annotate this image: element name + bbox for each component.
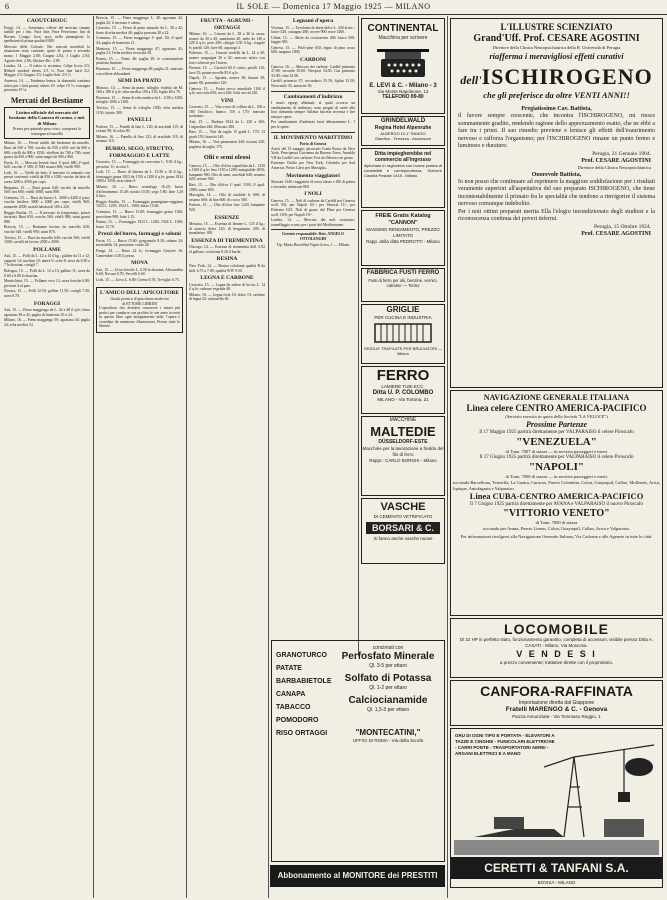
ad-sub: DÜSSELDORF-ESTE xyxy=(378,439,428,445)
ad-brand: CERETTI & TANFANI S.A. xyxy=(451,857,662,879)
market-report: Milano, 16. — Burro centrifuga 16.20; burro d'affioramento 15.40; strutto 10.50; sego 5.80; latte 1.20 il litro. xyxy=(96,185,183,199)
section-heading: Legnami d'opera xyxy=(292,18,334,24)
market-report: Udine, 15. — Abete da costruzione 400; larice 500; faggio 380. xyxy=(271,35,355,45)
market-report: Londra, 14. — Il rialzo si accentua. Crêpe liscio 2/3; Ribbed smoked sheets 2/3 ¼; Para fine hard 2/2; Maggio 2/3; Giugno 2/3; Luglio-Sett. 2/3 ½. xyxy=(4,64,90,78)
letter-greeting-2: Onorevole Battista, xyxy=(531,171,582,178)
market-report: Treviso, 15. — Buoi da macello 640; vacche 560; vitelli 1000; cavalli da lavoro 2500 a 4500. xyxy=(4,235,90,245)
page-header xyxy=(0,0,667,15)
ad-crops: GRANOTURCO PATATE BARBABIETOLE CANAPA TABACCO POMODORO RISO ORTAGGI xyxy=(276,652,332,737)
market-report: Padova, 15. — Panelli di lino L. 120; di arachide 115; di cotone 98; di colza 80. xyxy=(96,124,183,134)
ad-dose-1: Ql. 3-5 per ettaro xyxy=(369,663,407,669)
letter-date-1: Perugia, 21 Gennaio 1904. xyxy=(592,150,651,157)
market-report: Grosseto, 15. — Fieno di prato naturale da L. 38 a 42; fieno di erba medica 46; paglia pressata 20 a 22. xyxy=(96,26,183,35)
section-heading: FORAGGI xyxy=(33,300,61,307)
ad-ship-1-info: di Tonn. 7007 di stazza — in servizio passeggeri e merci xyxy=(505,449,608,454)
market-report: Lodi, 15. — Uova L. 6.80; Crema 6.70; Treviglio 6.75. xyxy=(96,277,180,282)
market-report: Asti, 15. — Barbera 1924 da L. 220 a 260; Grignolino 240; Moscato 280. xyxy=(189,120,265,129)
ad-departure-2: Il 17 Giugno 1925 partirà direttamente per VALPARAISO il celere Piroscafo xyxy=(479,455,634,460)
section-heading: ESSENZE xyxy=(214,214,240,221)
ad-sub: LAMIERE TUBI ECC. xyxy=(381,384,425,389)
official-list-box xyxy=(4,107,90,140)
market-report: Reggio Emilia, 15. — Il mercato fu frequentato; prezzi invariati. Buoi 650; vacche 560; vitelli 980; suini grassi 880. xyxy=(4,210,90,224)
ad-canfora xyxy=(450,680,663,726)
ad-title: GRINDELWALD xyxy=(380,118,426,124)
ad-body-2: a prezzo conveniente; trattative dirette con il proprietario. xyxy=(499,660,614,665)
market-report: Piacenza, 15. — Fieno maggengo 48; paglia 21; mercato con offerte abbondanti. xyxy=(96,66,183,76)
ad-title: VASCHE xyxy=(380,501,426,513)
ad-address: Via Monte Napoleone, 13 xyxy=(377,89,429,94)
ad-line-3: Direttore della Clinica Neuropsichiatrica della R. Università di Perugia xyxy=(492,45,621,50)
ad-ports-2: toccando per Avana, Puerto Limon, Colon, Guayaquil, Callao, Arica e Valparaiso. xyxy=(482,526,631,531)
ad-top: MACCHINE xyxy=(389,417,417,423)
section-heading: VINI xyxy=(220,97,234,104)
letter-title-1: Direttore della Clinica Neuropsichiatrica xyxy=(577,164,651,170)
ad-body: Di 22 HP in perfetto stato, funzionamento garantito, completa di accessori, visibile presso Ditta A. CASATI - Milano, Via Moscova. xyxy=(459,637,654,648)
ad-brand: CANFORA-RAFFINATA xyxy=(480,683,633,699)
ad-address: Piazza Annunziata - Via Tommaso Reggio, 1 xyxy=(512,714,601,719)
ad-departure-3: Il 7 Giugno 1925 partirà direttamente per AVANA e VALPARAISO il nuovo Piroscafo xyxy=(469,502,644,507)
market-report: Pavia, 15. — Mercato bovini: buoi 1ª qual. 680; 2ª qual. 620; vacche 1ª 580; 2ª 500; manzi 600; vitelli 980. xyxy=(4,160,90,170)
ad-dealer: Rappr.: CARLO BORGHI - Milano xyxy=(369,458,437,463)
market-report: Palermo, 15. — Limoni verdelli da L. 24 a 30; arance sanguigne 36 a 42; mercato attivo con forti richieste per l'estero. xyxy=(189,51,265,65)
column-markets-3 xyxy=(189,16,265,896)
ad-title: FABBRICA FUSTI FERRO xyxy=(366,270,440,276)
book-ad-box xyxy=(96,287,183,333)
market-report: Cremona, 15. — Buoi da lavoro L. 3600 a 4200 il paio; vacche lattifere 3000 a 4000 per capo; vitelli 960; manzette 2000; maiali lattonzoli 180 a 220. xyxy=(4,195,90,210)
book-ad-body: L'apicoltore che desidera conoscere i mezzi più pratici per condurre con profitto le sue arnie troverà in questo libro ogni insegnamento utile; l'opera è corredata da numerose illustrazioni. Presso tutte le librerie. xyxy=(99,306,180,329)
ad-ship-3: "VITTORIO VENETO" xyxy=(503,508,610,519)
ad-dose-3: Ql. 1,5-3 per ettaro xyxy=(367,707,409,713)
market-report: Grosseto, 15. — Legna da ardere di leccio L. 14 il q.le; carbone vegetale 48. xyxy=(189,282,265,292)
market-report: Genova, 15. — Olio d'oliva sopraffino da L. 1250 a 1300 il q.le; fino 1150 a 1200; mangiabile 1050; lampante 900. Olio di semi: arachide 640; sesamo 620; cotone 560. xyxy=(189,163,265,182)
ad-ischirogeno xyxy=(450,18,663,388)
ad-prossime: Prossime Partenze xyxy=(525,420,588,429)
letter-body-3: Per i noti ottimi preparati merita Ella l'elogio incondizionato degli studiosi e la riconoscenza continua dei poveri infermi. xyxy=(458,208,655,222)
market-report: Bologna, 15. — Polli da L. 12 a 13; galline 11; uova da 6.60 a 6.80 la dozzina. xyxy=(4,269,90,278)
ad-head: concimati con xyxy=(372,645,404,651)
ad-departure-1: Il 17 Maggio 1925 partirà direttamente per VALPARAISO il celere Piroscafo xyxy=(479,430,634,435)
book-ad-author: di ETTORE LIBRINI xyxy=(121,301,158,307)
section-heading: CAOUTCHOUC xyxy=(26,18,68,24)
ad-brand: LOCOMOBILE xyxy=(504,621,609,637)
market-report: Firenze, 15. — Carciofi 60 il cento; piselli 110; fave 55; patate novelle 85 il q.le. xyxy=(189,66,265,75)
ad-address: BOVISA - MILANO xyxy=(537,880,576,885)
ad-title: GRIGLIE xyxy=(386,305,420,314)
column-rule xyxy=(93,16,94,898)
ad-line-2: Linea CUBA-CENTRO AMERICA-PACIFICO xyxy=(469,491,644,501)
notice: I nostri egregi abbonati, ai quali occorra un cambiamento di indirizzo, sono pregati di unire alla loro domanda sempre l'ultima fascetta ricevuta e lire una per spese. xyxy=(271,101,355,119)
market-report: Bari, 15. — Olio d'oliva 1ª qual. 1180; 2ª qual. 1080; sanse 600. xyxy=(189,182,265,192)
market-report: Lodi, 16. — Vitelli da latte, il mercato fu animato con prezzi sostenuti; vitelli da 950 a 1050; vacche da latte di razza 3200 a 4500 per capo. xyxy=(4,170,90,185)
column-rule xyxy=(186,16,187,898)
market-report: Brescia, 15. — Bestiame bovino da macello 620; vacche 540; vitelli 990; suini 870. xyxy=(4,225,90,234)
column-markets-2 xyxy=(96,16,183,896)
ad-sub: Importazione diretta dal Giappone xyxy=(518,700,595,706)
port-subheading: Porto di Genova xyxy=(299,142,327,147)
ad-ship-2-info: di Tonn. 7000 di stazza — in servizio passeggeri e merci xyxy=(505,474,608,479)
section-heading: FRUTTA - AGRUMI - ORTAGGI xyxy=(200,18,254,31)
ad-company: Fratelli MARENGO & C. - Genova xyxy=(505,706,608,713)
letter-greeting: Pregiatissimo Cav. Battista, xyxy=(521,106,592,112)
ad-slogan: Si fanno anche vasche nuove xyxy=(373,536,433,541)
editor-line: Gerente responsabile: Dott. ANGELO OTTOLENGHI xyxy=(282,232,344,241)
column-rule xyxy=(447,16,448,898)
ad-navigazione xyxy=(450,390,663,616)
market-report: Cremona, 15. — Burro 15.80; formaggio grana 1100; provolone 980; latte 1.15. xyxy=(96,210,183,219)
letter-body-2: Io non posso che continuare ad esprimere la maggiore soddisfazione per i risultati veramente superiori all'aspettativa del suo preparato ISCHIROGENO, che tiene incontestabilmente il primato fra le specialità che tendono a rinvigorire il sistema nervoso comunque indebolito. xyxy=(458,178,655,207)
letter-body-1: il favore sempre crescente, che incontra l'ISCHIROGENO, mi riesce sommamente gradito, rendendo ragione dello apprezzamento esatto, che ne ebbi a fare tra i primi. Il suo rimedio previene e lenisce gli effetti dell'esaurimento nervoso e rafforza l'organismo; per l'ISCHIROGENO rimane un punto fermo e luminoso e duraturo. xyxy=(458,113,655,149)
ad-title: NAVIGAZIONE GENERALE ITALIANA xyxy=(483,393,630,402)
market-report: Lodi, 15. — Burro di latteria da L. 15.50 a 16 il kg.; formaggio grana 1923 da 1150 a 1200 il q.le; grana 1924 1000 a 1050; stracchino 9. xyxy=(96,170,183,184)
ad-continental xyxy=(361,18,445,114)
market-report: Genova, 16. — Mercato dei carboni: Cardiff primario 37.00; secondo 35.60; Newport 34.50; Gas primario 33.00; coke 41.00. xyxy=(271,64,355,78)
market-report: Cardiff primario 37; secondario 35.50; Splint 33.50; Newcastle 33; antracite 50. xyxy=(271,79,355,88)
market-report: Genova, 15. — Pitch-pine 650; legno di pino rosso 600; mogano 1800. xyxy=(271,45,355,55)
market-report: Mercato delle Colonie. Nei mercati mondiali la situazione resta costante; quote di prima e seconda mano; 1 Maggio 2.80; Giugno 2.82; 1 Luglio 2.84; Agosto-Sett. 2.86; Ottobre-Dic. 2.90. xyxy=(4,44,90,63)
market-report: Reggio Emilia, 15. — Formaggio parmigiano-reggiano 1923 L. 1250; 1924 L. 1080; burro 15.60. xyxy=(96,199,183,209)
market-report: Milano, 16. — Fieno maggengo 50; agostano 44; paglia 24; erba medica 52. xyxy=(4,318,90,327)
market-report: Messina, 15. — Essenza di limone L. 125 il kg.; di arancio dolce 120; di bergamotto 205; di mandarino 180. xyxy=(189,222,265,236)
ad-line-1: Linea celere CENTRO AMERICA-PACIFICO xyxy=(466,403,647,413)
market-report: Cremona, 15. — Fieno maggengo 1ª qual. 50; 2ª qual. 44; paglia di frumento 21. xyxy=(96,36,183,45)
section-heading: CARBONI xyxy=(300,57,326,64)
market-report: Parigi, 14. — Burro 22 fr.; formaggio Gruyère 16; Camembert 4.50 il pezzo. xyxy=(96,249,183,258)
ad-griglie xyxy=(361,304,445,364)
notice: Per cambiamenti d'indirizzo fuori abbonamento L. 1 per le spese. xyxy=(271,120,355,129)
market-report: Grosseto, 15. — Vino rosso di collina da L. 160 a 180 l'ettolitro; bianco 150 a 170; mercato sostenuto. xyxy=(189,105,265,119)
ad-ports: toccando Barcellona, Teneriffa, La Guaira, Curacao, Puerto Colombia, Colon, Guayaquil, Callao, Mollendo, Arica, Iquique, Antofagasta e Valparaiso. xyxy=(453,480,660,491)
ad-sviluppo xyxy=(361,148,445,208)
column-markets-4 xyxy=(271,16,355,641)
section-heading: I NOLI xyxy=(304,191,322,198)
market-report: Milano, 16. — Panello di lino 122; di arachide 118; di sesamo 110. xyxy=(96,134,183,144)
ad-product-2: Solfato di Potassa xyxy=(344,673,432,684)
market-report: Vicenza, 15. — Tavolame di abete dolce L. 420 al mc.; larice 520; castagno 480; rovere 900; noce 1400. xyxy=(271,25,355,35)
market-report: Pavia, 15. — Burro 15.60; gorgonzola 9.20; salame 24; mortadella 14; prosciutto crudo 28. xyxy=(96,238,183,248)
ad-brand: "MONTECATINI," xyxy=(355,728,421,737)
printer-line: Tip. Mario Borsellini Vigna Greco, 1 — Milano xyxy=(276,242,350,247)
ad-dose-2: Ql. 1-2 per ettaro xyxy=(369,685,407,691)
ad-tagline: Macchina per scrivere xyxy=(378,35,428,41)
market-report: Asti, 15. — Polli da L. 12 a 14 il kg.; galline da 11 a 12; capponi 14; tacchini 10; anitre 9; oche 8; uova da 6.50 a 7 la dozzina; conigli 7. xyxy=(4,254,90,268)
crane-illustration-icon xyxy=(454,737,659,855)
ad-office: UFFICI DI ROMA - Via della Scrofa xyxy=(352,738,424,743)
ad-vendesi: V E N D E S I xyxy=(516,649,597,659)
ad-address: MILANO - Via Tortona, 21 xyxy=(377,397,429,402)
ad-line-4: riafferma i meravigliosi effetti curativi xyxy=(489,51,624,61)
market-report: Montichiari, 15. — Pollame vivo 12; uova fresche 6.80; piccioni 4 al paio. xyxy=(4,279,90,288)
section-heading: RESINA xyxy=(216,256,238,263)
ad-line-5: dell' xyxy=(460,73,482,87)
section-heading: PANELLI xyxy=(127,117,152,124)
market-report: Bergamo, 15. — Buoi grassi 640; vacche da macello 560; tori 600; vitelli 1000; suini 880. xyxy=(4,185,90,195)
ad-body: diplomato in ragioneria con buona pratica di contabilità e corrispondenza. Scrivere Casella Postale 1418 - Milano. xyxy=(364,163,442,178)
market-report: Napoli, 15. — Agrumi, arance 38; limoni 30; patate 80; pomodori 120. xyxy=(189,76,265,85)
ad-maltedie xyxy=(361,416,445,496)
ad-brand: ISCHIROGENO xyxy=(481,64,653,89)
market-report: New York, 14. — Resina colofonia qualità B da doll. 6.75 a 7.00; qualità WW 9.50. xyxy=(189,263,265,273)
ad-dealer: E. LEVI & C. - Milano - 3 xyxy=(369,83,437,89)
market-report: Chicago, 14. — Essenza di trementina doll. 0.82 al gallone; colofonia 8.20 il barile. xyxy=(189,245,265,254)
ad-ceretti xyxy=(450,728,663,888)
ad-vasche xyxy=(361,498,445,564)
market-report: Monaco, 14. — Semi da prato: trifoglio violetto da M. 160 a 180 il q.le; erba medica 190 a 210; loglio 60 a 70. xyxy=(96,85,183,95)
market-report: Milano, 16. — Legna forte 16; dolce 13; carbone di legna 52; carbonella 40. xyxy=(189,292,265,302)
market-report: Anversa, 14. — Tendenza ferma; la domanda continua attiva per i lotti pronti; sheets 19; crêpe 19 ½; consegna prossima 19 ¼. xyxy=(4,79,90,93)
letter-date-2: Perugia, 15 Ottobre 1924. xyxy=(594,223,651,230)
shipping-report: Arrivi del 15 maggio: piroscafo Conte Rosso da New York; Principessa Giovanna da Buenos Aires; Ansaldo VII da Cardiff con carbone; Fert da Odessa con grano. xyxy=(271,146,355,160)
running-head: IL SOLE — Domenica 17 Maggio 1925 — MILANO xyxy=(236,2,431,11)
ad-info: Per informazioni rivolgersi alla Navigazione Generale Italiana, Via Cadorna e alle Agenzie in tutte le città. xyxy=(460,533,653,539)
section-heading-livestock: Mercati del Bestiame xyxy=(10,95,84,105)
section-heading: MOVA xyxy=(131,260,148,267)
section-heading: Movimento viaggiatori xyxy=(286,172,340,179)
ad-line-2: Grand'Uff. Prof. CESARE AGOSTINI xyxy=(473,33,640,44)
ad-product-3: Calciocianamide xyxy=(348,695,428,706)
letter-signature-1: Prof. CESARE AGOSTINI xyxy=(581,157,651,164)
section-heading: ESSENZA DI TREMENTINA xyxy=(191,237,263,244)
ad-ferro xyxy=(361,366,445,414)
ad-ship-3-info: di Tonn. 7000 di stazza xyxy=(535,520,578,525)
market-report: Milano, 16. — Limoni da L. 28 a 36 la cassa; arance da 30 a 45; mandarini 40; mele da 140 a 220 il q.le; pere 200; ciliegie 3.50 il kg.; fragole 6; piselli 120; fave 60; asparagi 4. xyxy=(189,32,265,50)
shipping-report: Londra, 14. — Mercato dei noli sostenuto; tonnellaggio scarso per i porti del Mediterraneo. xyxy=(271,218,355,227)
market-report: Genova, 15. — Frutta secca: mandorle 1100 il q.le; nocciole 650; noci 420; fichi secchi 220. xyxy=(189,86,265,96)
market-report: Bari, 15. — Vini da taglio 15 gradi L. 170; 13 gradi 150; bianchi 140. xyxy=(189,130,265,139)
section-heading-oils: Olii e semi oleosi xyxy=(203,153,251,161)
ad-body: Fusti di ferro per olii, benzine, vernici, catrame — Torino xyxy=(368,278,438,288)
column-markets-1 xyxy=(4,16,90,896)
column-rule xyxy=(358,16,359,656)
book-ad-subtitle: Guida pratica d'apicoltura moderna xyxy=(110,296,169,302)
ad-brand: FERRO xyxy=(376,367,430,384)
ad-company: Ditta U. P. COLOMBO xyxy=(372,390,434,396)
ad-brand: CONTINENTAL xyxy=(367,23,439,34)
section-heading: Prezzi del burro, formaggi e salumi xyxy=(98,231,181,238)
section-heading: SEMI DA PRATO xyxy=(117,78,162,85)
market-report: Treviso, 15. — Seme di trifoglio 1050; erba medica 1150; loietto 380. xyxy=(96,106,183,115)
ad-sub: ALBERGO DI 1° RANGO xyxy=(380,131,426,136)
ad-extra: Giardino - Terrazza - Ascensore xyxy=(374,136,432,141)
section-heading: LEGNA E CARBONE xyxy=(200,275,254,282)
ad-title: FREIE Gratis Katalog "CANNON" xyxy=(375,213,431,226)
ad-dealer: Rapp. della ditta PEDROTTI - Milano xyxy=(366,239,440,244)
official-list-subtitle: Prezzi per quintale peso vivo, compresa la consegna al macello xyxy=(13,126,81,137)
column-rule xyxy=(268,16,269,898)
shipping-report: Genova, 15. — Noli di carbone da Cardiff per Genova scell. 9/6; per Napoli 10/-; per Venezia 11/-; per Palermo 10/3. Noli di grano dal Plata per Genova scell. 18/6; per Napoli 19/-. xyxy=(271,198,355,217)
ad-locomobile xyxy=(450,618,663,678)
ad-fusti xyxy=(361,268,445,302)
market-report: Parma, 15. — Formaggio 1923 L. 1260; 1924 L. 1100; burro 15.70. xyxy=(96,220,183,229)
book-ad-title: L'AMICO DELL'APICOLTORE xyxy=(99,289,179,296)
ad-hotel: Regina Hotel Alpenruhe xyxy=(374,125,432,131)
ad-title: Ditta impiegherebbe nel commercio all'ingrosso xyxy=(374,151,432,163)
ad-line-1: L'ILLUSTRE SCIENZIATO xyxy=(500,22,613,32)
market-report: Grosseto, 15. — Formaggio in crescenza L. 9.50 il kg.; pecorino 11; ricotta 5. xyxy=(96,160,183,169)
ad-body: MASSIMO RENDIMENTO, PREZZO LIMITATO xyxy=(366,227,440,238)
section-heading: POLLAME xyxy=(33,246,61,253)
market-report: Brescia, 15. — Fieno maggengo L. 48; agostano 42; paglia 22; il mercato è calmo. xyxy=(96,16,183,25)
official-list-title: Listino ufficiale del mercato del bestiame della Camera di comm. e ind. di Milano xyxy=(8,109,86,126)
page-number: 6 xyxy=(5,2,9,11)
section-heading: IL MOVIMENTO MARITTIMO xyxy=(273,134,353,141)
market-report: Piacenza, 15. — Seme di erba medica da L. 1100 a 1200; trifoglio 1000 a 1100. xyxy=(96,95,183,105)
shipping-report: Sbarcati 1240 viaggiatori di terza classe e 180 di prima e seconda; imbarcati 860. xyxy=(271,180,355,189)
subscription-strip: Abbonamento al MONITORE dei PRESTITI L.15 xyxy=(270,865,445,887)
ad-sub-1: (Servizio esercito in quota della Società "LA VELOCE") xyxy=(505,414,608,419)
typewriter-icon xyxy=(375,43,431,81)
market-report: Asti, 15. — Uova fresche L. 6.50 la dozzina; Alessandria 6.60; Novara 6.70; Vercelli 6.60. xyxy=(96,267,183,277)
market-report: Marsiglia, 14. — Olio di arachide fr. 680; di sesamo 660; di lino 600; di cocco 580. xyxy=(189,193,265,202)
ad-brand: BORSARI & C. xyxy=(366,522,440,534)
ad-body: GRIGLIE TRAFILATE PER BRUCIATORI — Milano xyxy=(363,346,443,356)
shipping-report: Partenze: Duilio per New York; Colombo per Sud America; Pietro Calvi per Marsiglia. xyxy=(271,161,355,171)
ad-ship-1: "VENEZUELA" xyxy=(516,436,597,448)
ad-fertilizers xyxy=(271,640,445,862)
ad-body: GRU DI OGNI TIPO E PORTATA - ELEVATORI A TAZZE E CINGHIE - FUNICOLARI ELETTRICHE - CARRI PONTE - TRASPORTATORI AEREI - ARGANI ELETTRICI E A MANO xyxy=(455,733,555,756)
ad-freie xyxy=(361,210,445,266)
market-report: Parma, 15. — Fieno 46; paglia 20; le contrattazioni piuttosto limitate. xyxy=(96,56,183,66)
market-report: Novara, 15. — Polli 12.50; galline 11.50; conigli 7.50; uova 6.70. xyxy=(4,289,90,299)
ad-product-1: Perfosfato Minerale xyxy=(341,651,435,662)
market-report: Padova, 15. — Olio d'oliva fino 1220; lampante 920. xyxy=(189,203,265,212)
market-report: Parigi, 14. — Sostenuto; offerte del mercato rimane stabile per i fini. Para fine; Para Peruviano; fini di Borneo, Congo; Java; noci; nelle piantagioni; le spedizioni di prima qualità 8.800. xyxy=(4,25,90,44)
letter-signature-2: Prof. CESARE AGOSTINI xyxy=(581,230,651,237)
ad-brand: MALTEDIE xyxy=(370,424,436,439)
ad-material: DI CEMENTO VETRIFICATO xyxy=(373,514,433,519)
ad-phone: TELEFONO 89-80 xyxy=(382,94,424,100)
divider xyxy=(271,132,355,133)
ad-body: Macchine per la lavorazione a freddo del filo di ferro xyxy=(362,446,444,457)
ad-grindelwald xyxy=(361,116,445,146)
divider xyxy=(271,229,355,230)
divider xyxy=(271,91,355,92)
ad-line-6: che gli preferisce da oltre VENTI ANNI!! xyxy=(483,90,630,100)
market-report: Mantova, 15. — Fieno maggengo 47; agostano 41; paglia 21; l'erba medica ricercata 50. xyxy=(96,46,183,56)
section-heading: Cambiamenti d'indirizzo xyxy=(283,93,343,100)
market-report: Milano, 16. — Vini piemontesi 240; toscani 220; pugliesi da taglio 175. xyxy=(189,140,265,149)
grate-icon xyxy=(373,322,433,344)
section-heading: BURRO, SEGO, STRUTTO, FORMAGGIO E LATTE xyxy=(105,146,174,159)
market-report: Asti, 15. — Fieno maggengo da L. 42 a 48 il q.le; fieno agostano 38 a 42; paglia di frumento 20 a 24. xyxy=(4,308,90,317)
ad-subtitle: PER CUCINA E INDUSTRIA xyxy=(374,315,432,320)
market-report: Milano, 16. — Prezzi stabili del bestiame da macello. Buoi da 650 a 700; vacche da 550 a 650; tori da 600 a 680; vitelli da 900 a 1050; vitelloni da 700 a 780; suini grassi da 850 a 900; suini magri da 900 a 960. xyxy=(4,141,90,160)
ad-ship-2: "NAPOLI" xyxy=(529,461,584,473)
